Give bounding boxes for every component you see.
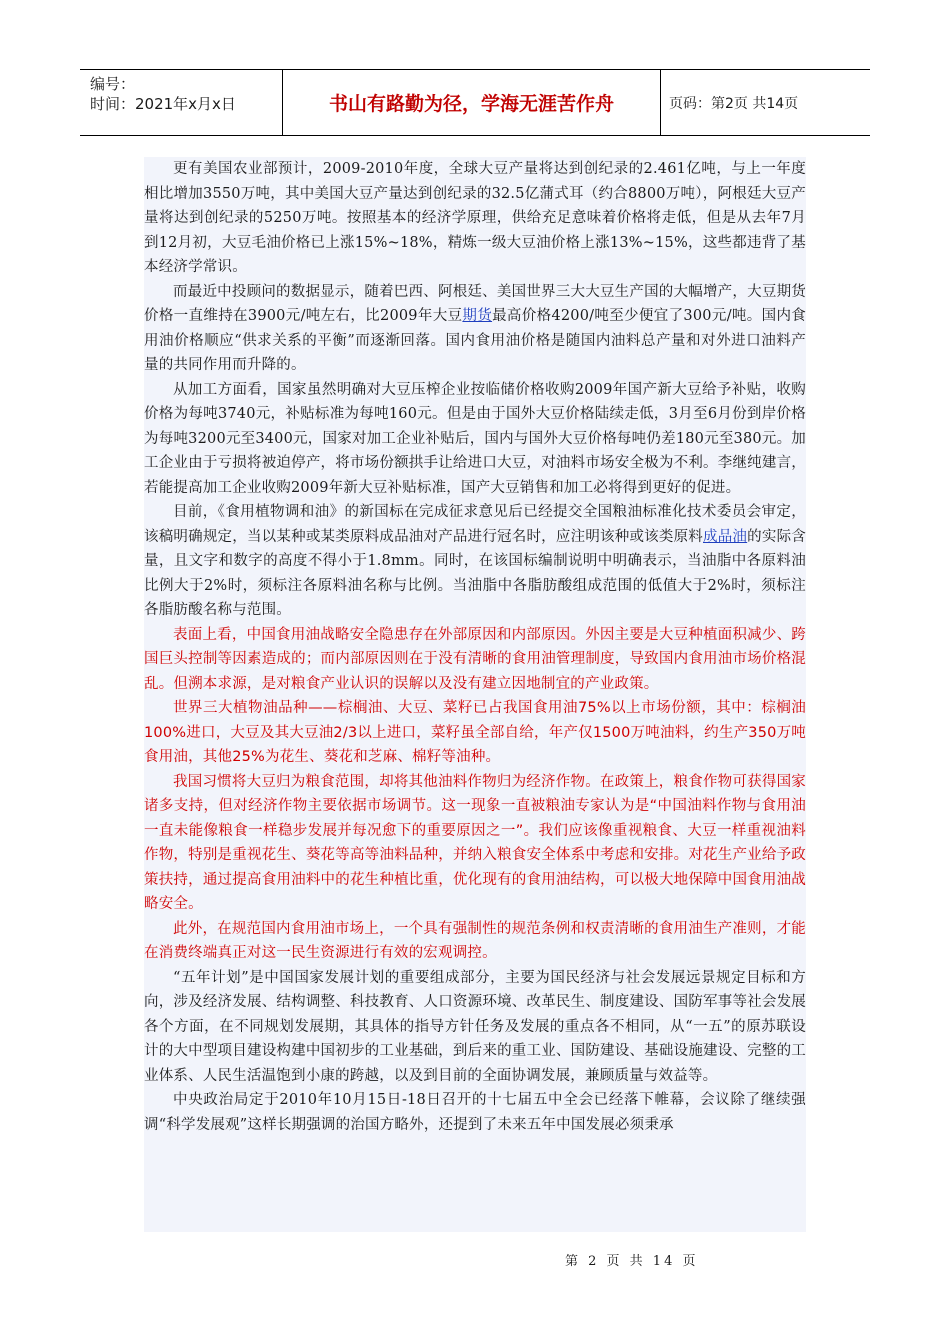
code-label: 编号： xyxy=(90,75,136,93)
paragraph-text: 最高价格4200/吨至少便宜了300元/吨。国内食用油价格顺应“供求关系的平衡”而逐渐回落。国内食用油价格是随国内油料总产量和对外进口油料产量的共同作用而升降的。 xyxy=(144,308,806,373)
paragraph xyxy=(144,500,806,623)
paragraph xyxy=(144,280,806,378)
paragraph xyxy=(144,1088,806,1137)
inline-link[interactable]: 成品油 xyxy=(703,528,748,545)
paragraph xyxy=(144,966,806,1089)
paragraph xyxy=(144,157,806,280)
paragraph-text: 此外，在规范国内食用油市场上，一个具有强制性的规范条例和权责清晰的食用油生产准则，才能在消费终端真正对这一民生资源进行有效的宏观调控。 xyxy=(144,920,806,961)
paragraph-text: 而最近中投顾问的数据显示，随着巴西、阿根廷、美国世界三大大豆生产国的大幅增产，大豆期货价格一直维持在3900元/吨左右，比2009年大豆 xyxy=(144,283,806,324)
page-footer: 第 2 页 共 14 页 xyxy=(565,1254,699,1269)
paragraph-text: 世界三大植物油品种——棕榈油、大豆、菜籽已占我国食用油75%以上市场份额，其中：棕榈油100%进口，大豆及其大豆油2/3以上进口，菜籽虽全部自给，年产仅1500万吨油料，约生产350万吨食用油，其他25%为花生、葵花和芝麻、棉籽等油种。 xyxy=(144,700,806,765)
paragraph-text: 目前，《食用植物调和油》的新国标在完成征求意见后已经提交全国粮油标准化技术委员会审定，该稿明确规定，当以某种或某类原料成品油对产品进行冠名时，应注明该种或该类原料 xyxy=(144,504,806,545)
paragraph-text: 更有美国农业部预计，2009-2010年度，全球大豆产量将达到创纪录的2.461亿吨，与上一年度相比增加3550万吨，其中美国大豆产量达到创纪录的32.5亿蒲式耳（约合8800万吨），阿根廷大豆产量将达到创纪录的5250万吨。按照基本的经济学原理，供给充足意味着价格将走低，但是从去年7月到12月初，大豆毛油价格已上涨15%~18%，精炼一级大豆油价格上涨13%~15%，这些都违背了基本经济学常识。 xyxy=(144,161,806,275)
page-header xyxy=(80,69,870,136)
paragraph-text: “五年计划”是中国国家发展计划的重要组成部分，主要为国民经济与社会发展远景规定目标和方向，涉及经济发展、结构调整、科技教育、人口资源环境、改革民生、制度建设、国防军事等社会发展各个方面，在不同规划发展期，其具体的指导方针任务及发展的重点各不相同，从“一五”的原苏联设计的大中型项目建设构建中国初步的工业基础，到后来的重工业、国防建设、基础设施建设、完整的工业体系、人民生活温饱到小康的跨越，以及到目前的全面协调发展，兼顾质量与效益等。 xyxy=(144,969,806,1084)
paragraph-text: 从加工方面看，国家虽然明确对大豆压榨企业按临储价格收购2009年国产新大豆给予补贴，收购价格为每吨3740元，补贴标准为每吨160元。但是由于国外大豆价格陆续走低，3月至6月份到岸价格为每吨3200元至3400元，国家对加工企业补贴后，国内与国外大豆价格每吨仍差180元至380元。加工企业由于亏损将被迫停产，将市场份额拱手让给进口大豆，对油料市场安全极为不利。李继纯建言，若能提高加工企业收购2009年新大豆补贴标准，国产大豆销售和加工必将得到更好的促进。 xyxy=(144,381,806,496)
paragraph xyxy=(144,378,806,501)
paragraph xyxy=(144,770,806,917)
header-meta xyxy=(80,70,283,135)
document-body xyxy=(144,157,806,1232)
paragraph-text: 中央政治局定于2010年10月15日-18日召开的十七届五中全会已经落下帷幕，会议除了继续强调“科学发展观”这样长期强调的治国方略外，还提到了未来五年中国发展必须秉承 xyxy=(144,1092,806,1133)
date-label: 时间：2021年x月x日 xyxy=(90,95,236,113)
paragraph xyxy=(144,917,806,966)
paragraph-text: 表面上看，中国食用油战略安全隐患存在外部原因和内部原因。外因主要是大豆种植面积减少、跨国巨头控制等因素造成的；而内部原因则在于没有清晰的食用油管理制度，导致国内食用油市场价格混乱。但溯本求源，是对粮食产业认识的误解以及没有建立因地制宜的产业政策。 xyxy=(144,626,806,692)
header-page-info: 页码：第2页 共14页 xyxy=(669,95,799,112)
inline-link[interactable]: 期货 xyxy=(462,308,493,324)
header-motto: 书山有路勤为径，学海无涯苦作舟 xyxy=(283,70,661,135)
paragraph xyxy=(144,623,806,697)
paragraph-text: 的实际含量，且文字和数字的高度不得小于1.8mm。同时，在该国标编制说明中明确表示，当油脂中各原料油比例大于2%时，须标注各原料油名称与比例。当油脂中各脂肪酸组成范围的低值大于2%时，须标注各脂肪酸名称与范围。 xyxy=(144,528,806,618)
paragraph xyxy=(144,696,806,770)
paragraph-text: 我国习惯将大豆归为粮食范围，却将其他油料作物归为经济作物。在政策上，粮食作物可获得国家诸多支持，但对经济作物主要依据市场调节。这一现象一直被粮油专家认为是“中国油料作物与食用油一直未能像粮食一样稳步发展并每况愈下的重要原因之一”。我们应该像重视粮食、大豆一样重视油料作物，特别是重视花生、葵花等高等油料品种，并纳入粮食安全体系中考虑和安排。对花生产业给予政策扶持，通过提高食用油料中的花生种植比重，优化现有的食用油结构，可以极大地保障中国食用油战略安全。 xyxy=(144,773,806,912)
